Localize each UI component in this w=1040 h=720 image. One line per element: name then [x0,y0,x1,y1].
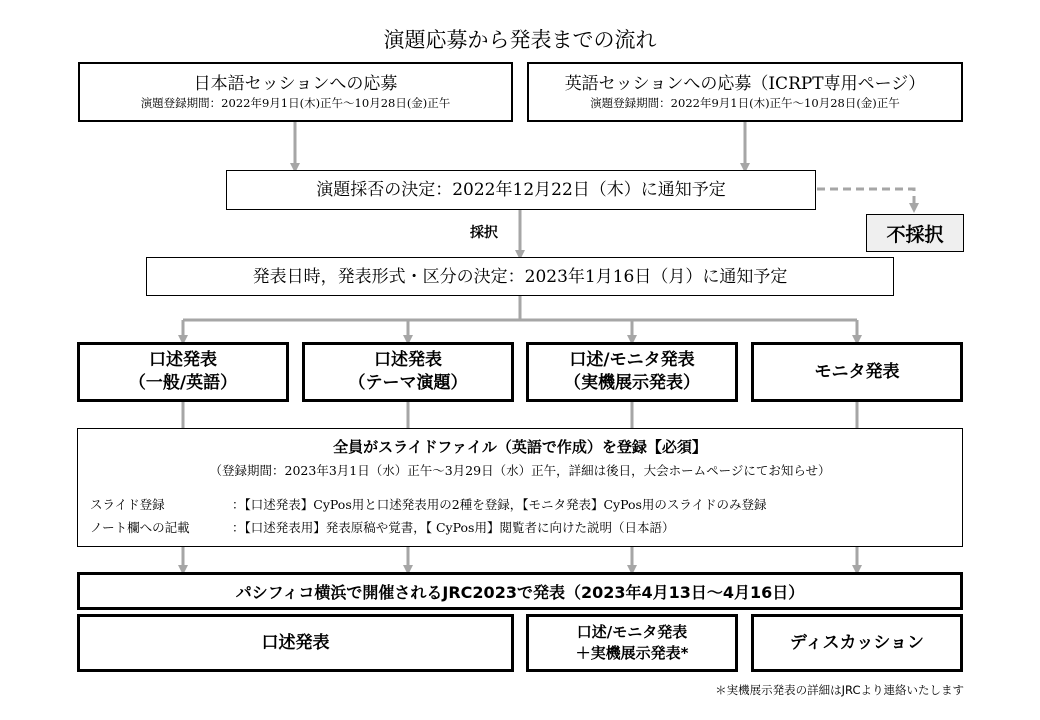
category-4-line1: モニタ発表 [814,361,900,382]
final-oral [77,614,514,672]
rejected-label: 不採択 [886,223,944,246]
registration-period: （登録期間：2023年3月1日（水）正午〜3月29日（水）正午，詳細は後日，大会ホームページにてお知らせ） [209,463,831,478]
conference-box [77,572,963,610]
registration-heading: 全員がスライドファイル（英語で作成）を登録【必須】 [333,438,707,456]
japanese-session-period: 演題登録期間：2022年9月1日(木)正午〜10月28日(金)正午 [140,96,451,110]
registration-box [77,428,963,547]
decision-box [226,170,816,210]
english-session-title: 英語セッションへの応募（ICRPT専用ページ） [564,74,926,94]
rejected-box [866,214,964,252]
footnote: ＊実機展示発表の詳細はJRCより連絡いたします [715,683,964,697]
final-2-line2: ＋実機展示発表* [575,644,689,662]
row-notes-sep: ： [232,520,245,535]
row-slides-label: スライド登録 [90,497,165,512]
japanese-session-title: 日本語セッションへの応募 [193,74,398,94]
category-3-line1: 口述/モニタ発表 [569,350,695,370]
english-session-box [527,62,963,122]
japanese-session-box [78,62,513,122]
final-2-line1: 口述/モニタ発表 [576,623,688,641]
decision-text: 演題採否の決定：2022年12月22日（木）に通知予定 [316,180,726,200]
arrow-decision-to-reject [817,189,914,208]
final-oral-monitor-demo [526,614,738,672]
schedule-text: 発表日時，発表形式・区分の決定：2023年1月16日（月）に通知予定 [252,266,788,287]
category-oral-general [77,342,289,402]
english-session-period: 演題登録期間：2022年9月1日(木)正午〜10月28日(金)正午 [590,96,900,110]
final-discussion-label: ディスカッション [789,632,925,653]
final-discussion [751,614,963,672]
row-slides-sep: ： [232,497,245,512]
row-slides-value: 【口述発表】CyPos用と口述発表用の2種を登録，【モニタ発表】CyPos用のスライドのみ登録 [244,497,767,512]
category-monitor [751,342,963,402]
page-title: 演題応募から発表までの流れ [383,28,657,52]
category-3-line2: （実機展示発表） [564,373,700,393]
row-notes-label: ノート欄への記載 [90,520,190,535]
category-oral-theme [302,342,514,402]
category-2-line1: 口述発表 [374,350,442,370]
row-notes-value: 【口述発表用】発表原稿や覚書，【 CyPos用】閲覧者に向けた説明（日本語） [244,520,675,535]
category-1-line1: 口述発表 [149,350,217,370]
category-2-line2: （テーマ演題） [348,373,468,393]
schedule-box [146,257,894,296]
final-oral-label: 口述発表 [261,632,330,653]
conference-text: パシフィコ横浜で開催されるJRC2023で発表（2023年4月13日〜4月16日） [235,582,805,602]
accepted-label: 採択 [470,225,498,241]
registration-row-notes [90,518,674,536]
category-1-line2: （一般/英語） [128,373,238,393]
category-oral-monitor-demo [526,342,738,402]
registration-row-slides [90,495,767,513]
